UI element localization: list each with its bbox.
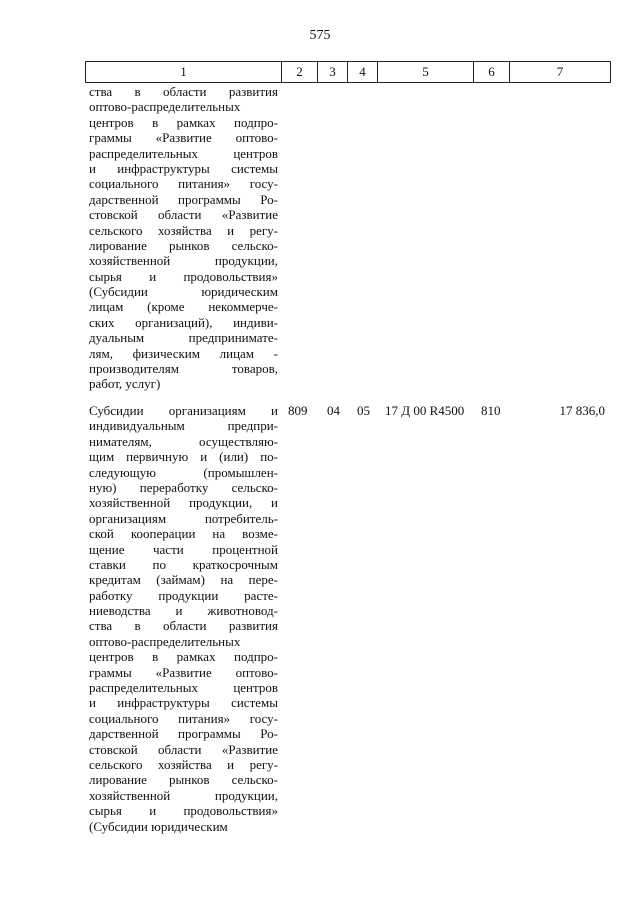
- header-col-1: 1: [86, 62, 282, 82]
- row-1-description-line: оптово-распределительных: [89, 99, 241, 115]
- row-2-description-line: ниеводства и животновод-: [89, 603, 278, 619]
- row-1-description-line: (Субсидии юридическим: [89, 284, 278, 300]
- header-col-6: 6: [474, 62, 510, 82]
- row-1-description-line: дарственной программы Ро-: [89, 191, 278, 207]
- row-1-description-line: сырья и продовольствия»: [89, 268, 278, 284]
- row-2-description-line: социального питания» госу-: [89, 710, 278, 726]
- row-1-description-line: лицам (кроме некоммерче-: [89, 299, 278, 315]
- header-col-5: 5: [378, 62, 474, 82]
- row-2-description-line: ской кооперации на возме-: [89, 526, 278, 542]
- page-number: 575: [309, 28, 331, 43]
- row-2-description-line: (Субсидии юридическим: [89, 818, 228, 834]
- row-2-description-line: индивидуальным предпри-: [89, 418, 278, 434]
- row-2-description-line: кредитам (займам) на пере-: [89, 572, 278, 588]
- row-2-description-line: оптово-распределительных: [89, 633, 241, 649]
- row-2-description-line: хозяйственной продукции, и: [89, 495, 278, 511]
- row-2-description-line: следующую (промышлен-: [89, 464, 278, 480]
- row-1-description-line: работ, услуг): [89, 376, 161, 392]
- row-2-description-line: ставки по краткосрочным: [89, 556, 278, 572]
- header-col-3: 3: [318, 62, 348, 82]
- row-1-description-line: социального питания» госу-: [89, 176, 278, 192]
- row-2-col-5-value: 17 Д 00 R4500: [385, 403, 465, 418]
- row-2-description-line: ную) переработку сельско-: [89, 479, 278, 495]
- table-header-row: [85, 61, 611, 83]
- row-2-col-7-value: 17 836,0: [559, 403, 605, 418]
- row-2-description-line: Субсидии организациям и: [89, 403, 278, 418]
- row-2-description-line: щим первичную и (или) по-: [89, 449, 278, 465]
- row-2-description-line: сырья и продовольствия»: [89, 803, 278, 819]
- row-2-description-line: лирование рынков сельско-: [89, 772, 278, 788]
- row-2-description-line: граммы «Развитие оптово-: [89, 664, 278, 680]
- row-2-description-line: щение части процентной: [89, 541, 278, 557]
- header-col-7: 7: [556, 64, 564, 79]
- row-2-description-line: ства в области развития: [89, 618, 278, 634]
- row-2-description-line: организациям потребитель-: [89, 510, 278, 526]
- row-1-description-line: лям, физическим лицам -: [89, 345, 278, 361]
- row-1-description-line: производителям товаров,: [89, 361, 278, 377]
- row-1-description-line: дуальным предпринимате-: [89, 330, 278, 346]
- row-2-description-line: центров в рамках подпро-: [89, 649, 278, 665]
- header-col-2: 2: [282, 62, 318, 82]
- row-1-description-line: хозяйственной продукции,: [89, 253, 278, 269]
- row-1-description-line: ских организаций), индиви-: [89, 314, 278, 330]
- row-2-description-line: стовской области «Развитие: [89, 741, 278, 757]
- row-2-col-2-value: 809: [288, 403, 308, 418]
- row-2-description-line: дарственной программы Ро-: [89, 726, 278, 742]
- row-1-description-line: и инфраструктуры системы: [89, 160, 278, 176]
- row-2-description-line: нимателям, осуществляю-: [89, 433, 278, 449]
- table-row-2-description: [89, 403, 278, 834]
- row-1-description-line: стовской области «Развитие: [89, 207, 278, 223]
- row-2-description-line: и инфраструктуры системы: [89, 695, 278, 711]
- row-1-description-line: распределительных центров: [89, 145, 278, 161]
- row-1-description-line: граммы «Развитие оптово-: [89, 130, 278, 146]
- row-2-description-line: работку продукции расте-: [89, 587, 278, 603]
- row-2-col-3-value: 04: [327, 403, 340, 418]
- row-1-description-line: лирование рынков сельско-: [89, 237, 278, 253]
- row-2-col-4-value: 05: [357, 403, 370, 418]
- row-1-description-line: ства в области развития: [89, 84, 278, 99]
- row-2-description-line: распределительных центров: [89, 680, 278, 696]
- row-2-col-6-value: 810: [481, 403, 501, 418]
- header-col-4: 4: [348, 62, 378, 82]
- table-row-1-description: [89, 84, 278, 392]
- row-2-description-line: хозяйственной продукции,: [89, 787, 278, 803]
- row-2-description-line: сельского хозяйства и регу-: [89, 756, 278, 772]
- row-1-description-line: сельского хозяйства и регу-: [89, 222, 278, 238]
- row-1-description-line: центров в рамках подпро-: [89, 114, 278, 130]
